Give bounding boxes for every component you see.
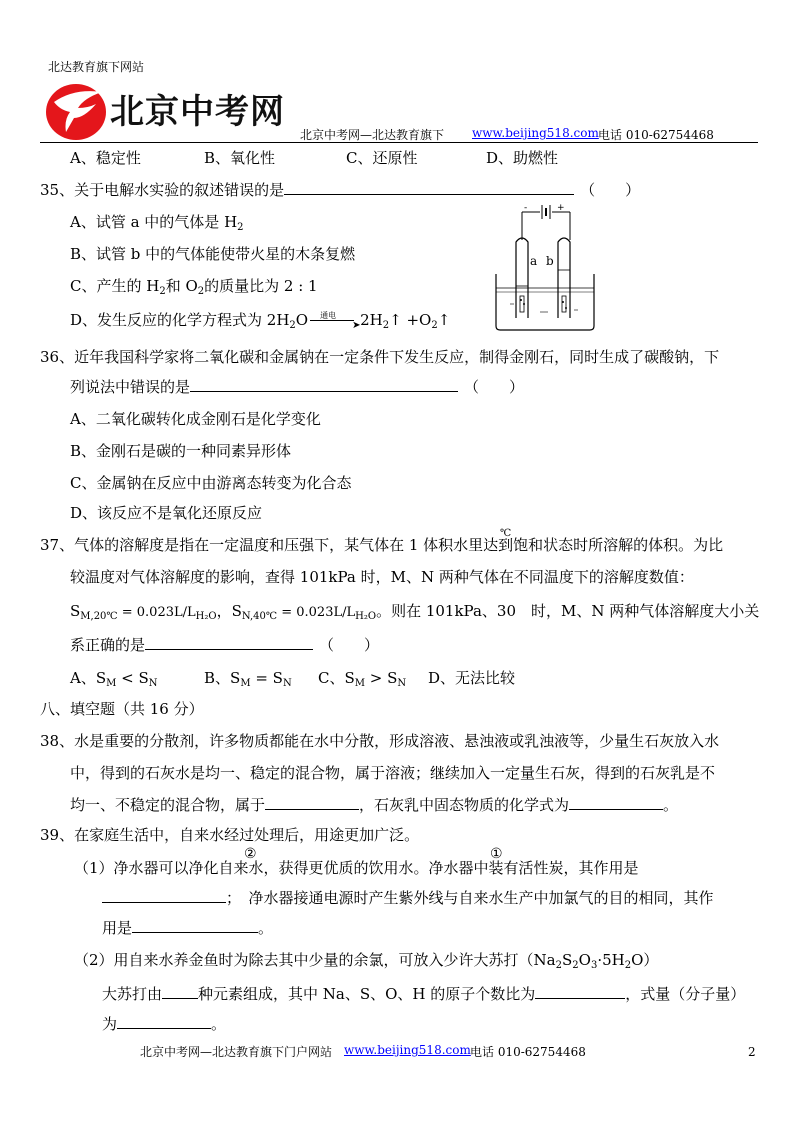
q37-line3: $S_{M,20℃} = 0.023L/L_{H_2O}$，$S_{N,40℃} = 0.023L/L_{H_2O}$。则在 101kPa、30 时，M、N 两种气体溶解度大小关 xyxy=(70,602,760,622)
svg-text:-: - xyxy=(524,203,528,213)
q36-answer-line xyxy=(190,377,458,392)
q39-blank-5[interactable] xyxy=(117,1014,211,1029)
q35-option-c: C、产生的 $H_2$和 $O_2$的质量比为 2 : 1 xyxy=(70,277,318,297)
header-phone: 电话 010-62754468 xyxy=(598,128,714,142)
footer-site: 北京中考网—北达教育旗下门户网站 xyxy=(140,1045,333,1059)
q39-part1-line2: ； 净水器接通电源时产生紫外线与自来水生产中加氯气的目的相同，其作 xyxy=(102,888,714,908)
q39-part2-line2: 大苏打由 种元素组成，其中 Na、S、O、H 的原子个数比为 ，式量（分子量） xyxy=(102,985,746,1003)
figure-label-a: a xyxy=(530,254,538,268)
q36-option-b: B、金刚石是碳的一种同素异形体 xyxy=(70,442,292,460)
q39-part2-line1: （2）用自来水养金鱼时为除去其中少量的余氯，可放入少许大苏打$(Na_2S_2O_3\cdot 5H_2O)$ xyxy=(74,951,659,971)
q37-line4: 系正确的是 （ ） xyxy=(70,636,380,654)
header-tagline: 北达教育旗下网站 xyxy=(48,60,145,74)
section-heading: 八、填空题（共 16 分） xyxy=(40,700,204,718)
q37-answer-line xyxy=(145,635,313,650)
q37-line1: 37、气体的溶解度是指在一定温度和压强下，某气体在 1 体积水里达到饱和状态时所溶解的体积。为比 xyxy=(40,536,724,554)
q37-option-d: D、无法比较 xyxy=(428,669,516,687)
logo-emblem-icon xyxy=(44,78,114,142)
svg-text:+: + xyxy=(557,203,565,213)
header-url-link[interactable]: www.beijing518.com xyxy=(472,126,599,140)
q35-answer-line xyxy=(284,180,574,195)
q37-degree-mark: ℃ xyxy=(500,528,512,539)
q35-option-b: B、试管 b 中的气体能使带火星的木条复燃 xyxy=(70,245,356,263)
q37-option-b: B、$S_M = S_N$ xyxy=(204,669,292,689)
q36-option-a: A、二氧化碳转化成金刚石是化学变化 xyxy=(70,410,321,428)
reaction-arrow-icon: 通电 ➤ xyxy=(308,314,360,328)
q34-option-c: C、还原性 xyxy=(346,149,418,167)
footer-url-link[interactable]: www.beijing518.com xyxy=(344,1043,471,1057)
site-logo[interactable] xyxy=(44,78,114,146)
q39-part1-line3: 用是 。 xyxy=(102,919,274,937)
q34-option-b: B、氧化性 xyxy=(204,149,276,167)
q36-option-d: D、该反应不是氧化还原反应 xyxy=(70,504,263,522)
header-rule xyxy=(40,142,758,143)
q35-option-a: A、试管 a 中的气体是 $H_2$ xyxy=(70,213,244,233)
q35-stem: 35、关于电解水实验的叙述错误的是 （ ） xyxy=(40,181,641,199)
q39-line1: 39、在家庭生活中，自来水经过处理后，用途更加广泛。 xyxy=(40,826,420,844)
q34-option-d: D、助燃性 xyxy=(486,149,559,167)
footer-phone: 电话 010-62754468 xyxy=(470,1045,586,1059)
page-number: 2 xyxy=(748,1045,756,1059)
q36-option-c: C、金属钠在反应中由游离态转变为化合态 xyxy=(70,474,352,492)
q39-part1-line1: （1）净水器可以净化自来水，获得更优质的饮用水。净水器中装有活性炭，其作用是 xyxy=(74,859,639,877)
q37-option-a: A、$S_M < S_N$ xyxy=(70,669,158,689)
q37-option-c: C、$S_M > S_N$ xyxy=(318,669,407,689)
circle-1-marker: ① xyxy=(490,846,503,862)
q36-stem-line2: 列说法中错误的是 （ ） xyxy=(70,378,525,396)
q39-blank-1[interactable] xyxy=(102,888,226,903)
q39-blank-3[interactable] xyxy=(162,984,198,999)
figure-label-b: b xyxy=(546,254,554,268)
q39-part2-line3: 为 。 xyxy=(102,1015,227,1033)
q34-option-a: A、稳定性 xyxy=(70,149,141,167)
q35-option-d: D、发生反应的化学方程式为 $2H_2O$ 通电 ➤ $2H_2↑$ $+O_2↑$ xyxy=(70,311,451,331)
circle-2-marker: ② xyxy=(244,846,257,862)
logo-text: 北京中考网 xyxy=(110,92,285,132)
q38-blank-1[interactable] xyxy=(265,795,359,810)
q39-blank-4[interactable] xyxy=(535,984,625,999)
header-site: 北京中考网—北达教育旗下 xyxy=(300,128,445,142)
electrolysis-apparatus-figure xyxy=(490,200,600,338)
q37-line2: 较温度对气体溶解度的影响，查得 101kPa 时，M、N 两种气体在不同温度下的溶解度数值： xyxy=(70,568,694,586)
q39-blank-2[interactable] xyxy=(132,918,258,933)
q38-line3: 均一、不稳定的混合物，属于 ，石灰乳中固态物质的化学式为 。 xyxy=(70,796,679,814)
q38-blank-2[interactable] xyxy=(569,795,663,810)
q38-line1: 38、水是重要的分散剂，许多物质都能在水中分散，形成溶液、悬浊液或乳浊液等，少量生石灰放入水 xyxy=(40,732,720,750)
q38-line2: 中，得到的石灰水是均一、稳定的混合物，属于溶液；继续加入一定量生石灰，得到的石灰乳是不 xyxy=(70,764,716,782)
q36-stem-line1: 36、近年我国科学家将二氧化碳和金属钠在一定条件下发生反应，制得金刚石，同时生成了碳酸钠，下 xyxy=(40,348,720,366)
